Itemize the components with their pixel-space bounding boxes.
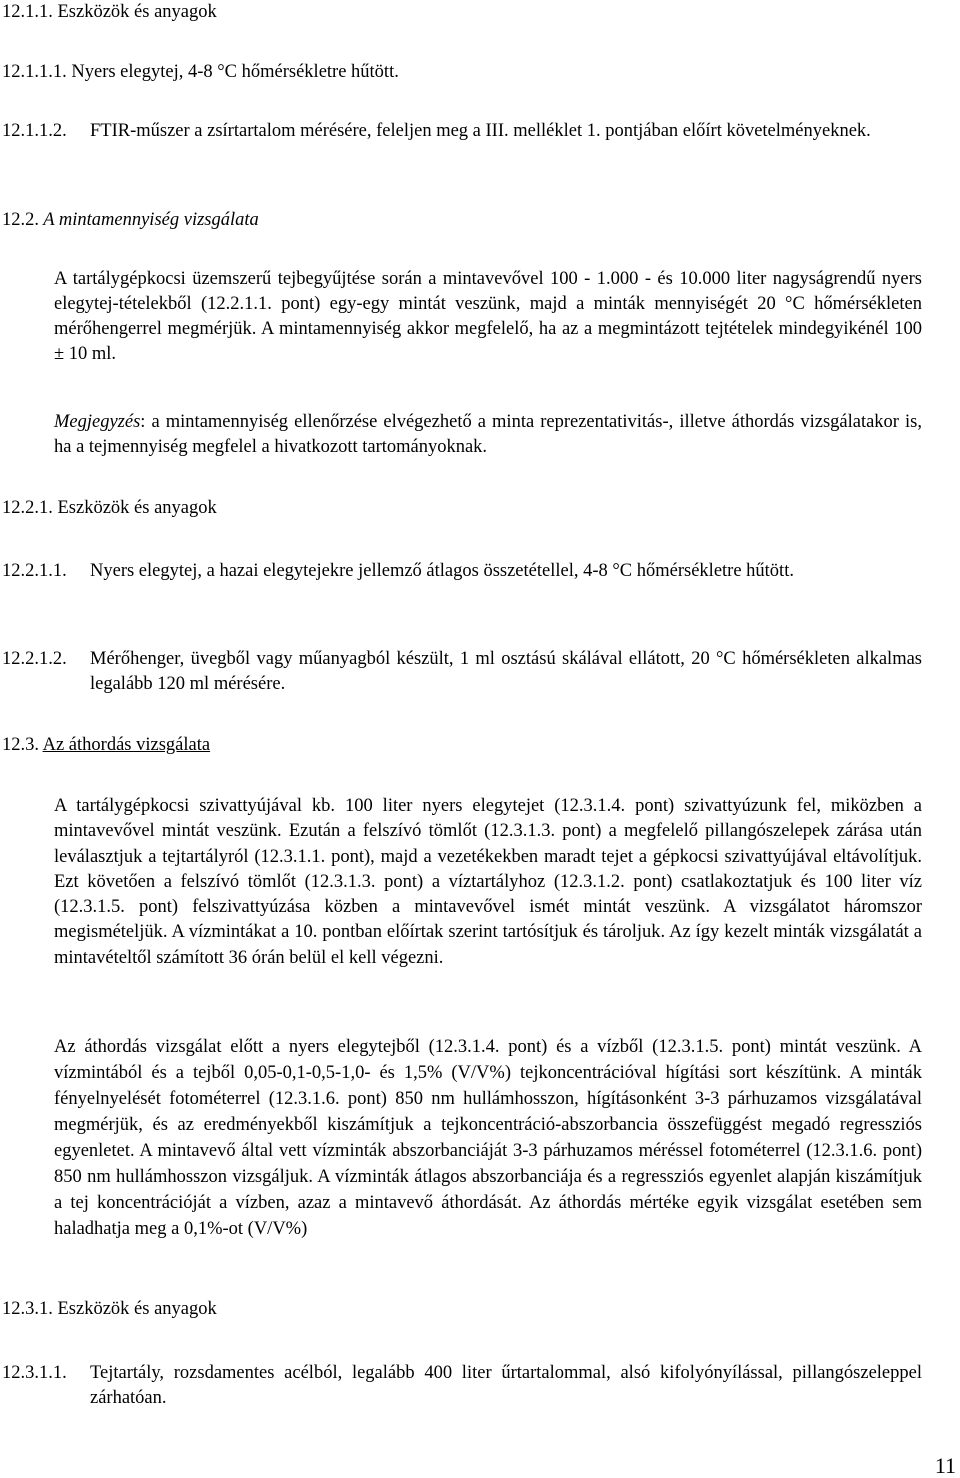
item-12-2-1-1 (2, 559, 922, 584)
heading-12-2-1: 12.2.1. Eszközök és anyagok (2, 498, 217, 518)
note-label: Megjegyzés (54, 412, 141, 432)
note-text: : a mintamennyiség ellenőrzése elvégezhető a minta reprezentativitás-, illetve áthordás vizsgálatakor is, ha a tejmennyiség megfelel a hivatkozott tartományoknak. (54, 412, 922, 457)
paragraph-12-3-a: A tartálygépkocsi szivattyújával kb. 100 liter nyers elegytejet (12.3.1.4. pont) szivattyúzunk fel, miközben a mintavevővel mintát veszünk. Ezután a felszívó tömlőt (12.3.1.3. pont) a megfelelő pillangószelepek zárása után leválasztjuk a tejtartályról (12.3.1.1. pont), majd a vezetékekben maradt tejet a gépkocsi szivattyújával eltávolítjuk. Ezt követően a felszívó tömlőt (12.3.1.3. pont) a víztartályhoz (12.3.1.2. pont) csatlakoztatjuk és 100 liter víz (12.3.1.5. pont) felszivattyúzása közben a mintavevővel ismét mintát veszünk. A vizsgálatot háromszor megismételjük. A vízmintákat a 10. pontban előírtak szerint tartósítjuk és tároljuk. Az így kezelt minták vizsgálatát a mintavételtől számított 36 órán belül el kell végezni. (54, 796, 922, 968)
section-number: 12.3. (2, 735, 39, 755)
heading-12-1-1: 12.1.1. Eszközök és anyagok (2, 2, 217, 22)
item-text: FTIR-műszer a zsírtartalom mérésére, feleljen meg a III. melléklet 1. pontjában előírt követelményeknek. (90, 121, 871, 141)
item-text: Mérőhenger, üvegből vagy műanyagból készült, 1 ml osztású skálával ellátott, 20 °C hőmérsékleten alkalmas legalább 120 ml mérésére. (90, 649, 922, 694)
item-12-1-1-1: 12.1.1.1. Nyers elegytej, 4-8 °C hőmérsékletre hűtött. (2, 62, 399, 82)
item-number: 12.3.1.1. (2, 1363, 67, 1383)
item-number: 12.2.1.1. (2, 561, 67, 581)
heading-12-2 (2, 208, 259, 233)
heading-12-3 (2, 733, 210, 758)
section-title: Az áthordás vizsgálata (42, 735, 211, 755)
section-title: A mintamennyiség vizsgálata (39, 210, 259, 230)
item-number: 12.1.1.2. (2, 121, 67, 141)
page-number: 11 (934, 1453, 956, 1478)
section-number: 12.2. (2, 210, 39, 230)
paragraph-12-3-b: Az áthordás vizsgálat előtt a nyers elegytejből (12.3.1.4. pont) és a vízből (12.3.1.5. pont) mintát veszünk. A vízmintából és a tejből 0,05-0,1-0,5-1,0- és 1,5% (V/V%) tejkoncentrációval hígítási sort készítünk. A minták fényelnyelését fotométerrel (12.3.1.6. pont) 850 nm hullámhosszon, hígításonként 3-3 párhuzamos vizsgálatával megmérjük, és az eredményekből kiszámítjuk a tejkoncentráció-abszorbancia összefüggést megadó regressziós egyenletet. A mintavevő által vett vízminták abszorbanciáját 3-3 párhuzamos méréssel fotométerrel (12.3.1.6. pont) 850 nm hullámhosszon vizsgáljuk. A vízminták átlagos abszorbanciája és a regressziós egyenlet alapján kiszámítjuk a tej koncentrációját a vízben, azaz a mintavevő áthordását. Az áthordás mértéke egyik vizsgálat esetében sem haladhatja meg a 0,1%-ot (V/V%) (54, 1037, 922, 1239)
item-text: Tejtartály, rozsdamentes acélból, legalább 400 liter űrtartalommal, alsó kifolyónyílással, pillangószeleppel zárhatóan. (90, 1363, 922, 1408)
item-12-2-1-2 (2, 647, 922, 697)
item-number: 12.2.1.2. (2, 649, 67, 669)
item-text: Nyers elegytej, a hazai elegytejekre jellemző átlagos összetétellel, 4-8 °C hőmérsékletre hűtött. (90, 561, 794, 581)
note-paragraph (54, 410, 922, 460)
paragraph-12-2: A tartálygépkocsi üzemszerű tejbegyűjtése során a mintavevővel 100 - 1.000 - és 10.000 liter nagyságrendű nyers elegytej-tételekből (12.2.1.1. pont) egy-egy mintát veszünk, majd a minták mennyiségét 20 °C hőmérsékleten mérőhengerrel megmérjük. A mintamennyiség akkor megfelelő, ha az a megmintázott tejtételek mindegyikénél 100 ± 10 ml. (54, 269, 922, 364)
item-12-1-1-2 (2, 119, 922, 144)
item-12-3-1-1 (2, 1361, 922, 1411)
heading-12-3-1: 12.3.1. Eszközök és anyagok (2, 1299, 217, 1319)
